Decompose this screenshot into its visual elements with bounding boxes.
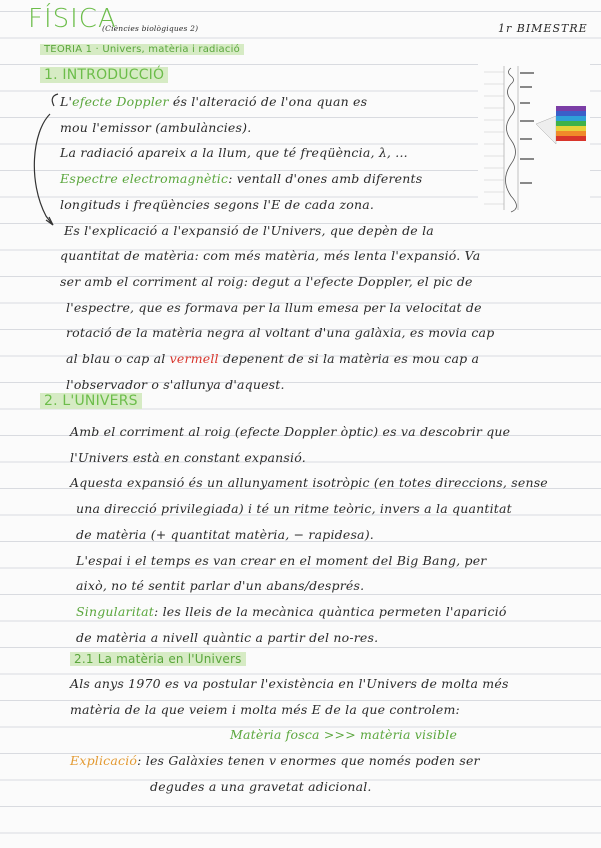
text-line: [76, 630, 378, 645]
text-span: La radiació apareix a la llum, que té freqüència, λ, ...: [60, 145, 408, 161]
text-line: [70, 676, 509, 691]
page-subtitle: (Ciències biològiques 2): [102, 24, 199, 33]
section-heading-introduccio: 1. INTRODUCCIÓ: [40, 67, 168, 83]
text-span: ser amb el corriment al roig: degut a l'efecte Doppler, el pic de: [60, 273, 473, 289]
text-span: matèria de la que veiem i molta més E de la que controlem:: [70, 701, 460, 717]
text-span: vermell: [169, 351, 219, 366]
text-line: [66, 351, 479, 366]
section-heading-univers: 2. L'UNIVERS: [40, 393, 142, 409]
text-line: [60, 120, 251, 135]
text-span: rotació de la matèria negra al voltant d'una galàxia, es movia cap: [66, 325, 495, 341]
text-span: Explicació: [70, 753, 138, 769]
text-span: l'Univers està en constant expansió.: [70, 449, 306, 465]
section-heading-materia: 2.1 La matèria en l'Univers: [70, 652, 246, 666]
text-span: al blau o cap al: [66, 351, 170, 366]
text-line: [60, 171, 422, 186]
text-line: [64, 223, 434, 238]
text-span: : les lleis de la mecànica quàntica permeten l'aparició: [154, 603, 507, 619]
text-line: [150, 779, 372, 794]
text-span: L'espai i el temps es van crear en el moment del Big Bang, per: [76, 552, 487, 568]
text-line: [76, 553, 486, 568]
text-span: de matèria (+ quantitat matèria, − rapidesa).: [76, 526, 374, 542]
text-span: : les Galàxies tenen v enormes que només poden ser: [137, 753, 480, 769]
text-span: quantitat de matèria: com més matèria, més lenta l'expansió. Va: [60, 248, 481, 264]
text-line: [70, 753, 480, 768]
text-line: [230, 727, 457, 742]
text-span: l'espectre, que es formava per la llum emesa per la velocitat de: [66, 299, 482, 315]
text-line: [66, 377, 285, 392]
text-span: l'observador o s'allunya d'aquest.: [66, 376, 285, 392]
text-line: [60, 274, 473, 289]
text-line: [70, 424, 510, 439]
text-span: mou l'emissor (ambulàncies).: [60, 119, 252, 135]
text-span: degudes a una gravetat adicional.: [150, 778, 372, 794]
text-span: Als anys 1970 es va postular l'existència en l'Univers de molta més: [70, 676, 509, 691]
text-line: [60, 94, 367, 109]
text-span: longituds i freqüències segons l'E de cada zona.: [60, 196, 375, 212]
text-span: Aquesta expansió és un allunyament isotròpic (en totes direccions, sense: [70, 475, 548, 491]
text-line: [76, 501, 512, 516]
text-line: [76, 527, 374, 542]
text-span: és l'alteració de l'ona quan es: [168, 94, 368, 109]
page-title: FÍSICA: [28, 4, 117, 34]
text-span: una direcció privilegiada) i té un ritme teòric, invers a la quantitat: [76, 501, 512, 517]
text-line: [76, 604, 507, 619]
text-line: [60, 248, 480, 263]
text-span: Espectre electromagnètic: [60, 171, 229, 187]
text-span: Amb el corriment al roig (efecte Doppler òptic) es va descobrir que: [70, 424, 511, 439]
text-span: : ventall d'ones amb diferents: [228, 171, 423, 187]
text-span: depenent de si la matèria es mou cap a: [218, 351, 480, 366]
text-line: [70, 702, 460, 717]
text-span: L': [60, 94, 73, 109]
electromagnetic-spectrum-figure: [478, 62, 590, 214]
text-span: això, no té sentit parlar d'un abans/després.: [76, 578, 365, 594]
text-line: [60, 145, 408, 160]
topic-heading: TEORIA 1 · Univers, matèria i radiació: [40, 44, 244, 55]
text-span: de matèria a nivell quàntic a partir del no-res.: [76, 629, 379, 645]
text-line: [76, 578, 364, 593]
bracket-arrow-icon: [22, 92, 62, 232]
text-line: [70, 475, 548, 490]
text-span: Es l'explicació a l'expansió de l'Univers, que depèn de la: [64, 222, 434, 238]
text-line: [60, 197, 374, 212]
text-line: [66, 300, 482, 315]
text-span: Singularitat: [76, 603, 154, 619]
text-span: Matèria fosca >>> matèria visible: [230, 727, 458, 743]
text-line: [70, 450, 306, 465]
term-label: 1r BIMESTRE: [498, 22, 588, 35]
text-line: [66, 325, 494, 340]
text-span: efecte Doppler: [72, 94, 169, 109]
